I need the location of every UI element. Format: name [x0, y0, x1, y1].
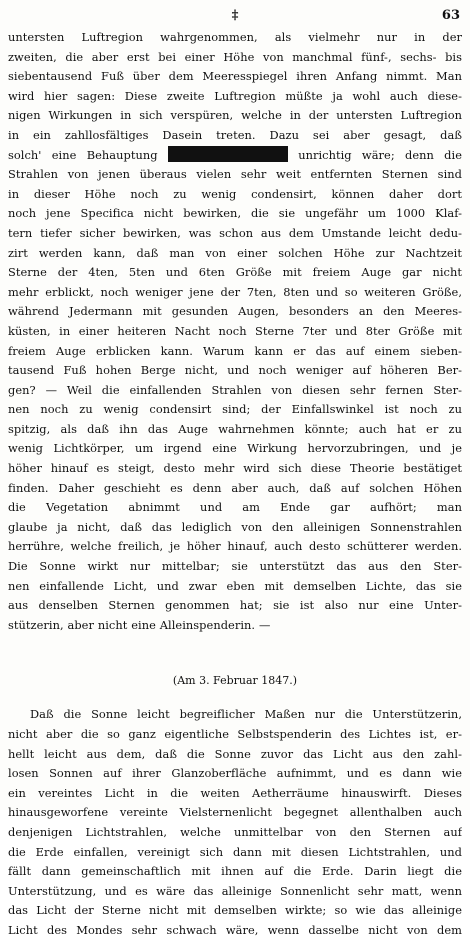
text-line: nigen Wirkungen in sich verspüren, welche in der untersten Luftregion [8, 108, 462, 123]
text-line: Licht des Mondes sehr schwach wäre, wenn dasselbe nicht von dem [8, 922, 462, 937]
text-line: finden. Daher geschieht es denn aber auch, daß auf solchen Höhen [8, 480, 462, 495]
text-line: freiem Auge erblicken kann. Warum kann er das auf einem sieben- [8, 343, 462, 358]
text-line: nen noch zu wenig condensirt sind; der Einfallswinkel ist noch zu [8, 402, 462, 417]
text-line: hinausgeworfene vereinte Vielsternenlicht begegnet allenthalben auch [8, 805, 462, 820]
text-line: noch jene Specifica nicht bewirken, die sie ungefähr um 1000 Klaf- [8, 206, 462, 221]
text-line: untersten Luftregion wahrgenommen, als vielmehr nur in der [8, 30, 462, 44]
header-ornament: ‡ [231, 8, 239, 23]
paragraph-1 [8, 28, 462, 635]
text-line: in dieser Höhe noch zu wenig condensirt, können daher dort [8, 186, 462, 201]
text-line: nicht aber die so ganz eigentliche Selbstspenderin des Lichtes ist, er- [8, 727, 462, 741]
paragraph-2 [8, 705, 462, 940]
redaction-box [168, 146, 288, 162]
text-line: höher hinauf es steigt, desto mehr wird sich diese Theorie bestätiget [8, 461, 462, 476]
text-line: zweiten, die aber erst bei einer Höhe von manchmal fünf-, sechs- bis [8, 49, 462, 64]
text-fragment: unrichtig wäre; denn die [298, 147, 462, 162]
text-line: hellt leicht aus dem, daß die Sonne zuvor das Licht aus den zahl- [8, 746, 462, 761]
page-number: 63 [441, 8, 460, 23]
text-line: siebentausend Fuß über dem Meeresspiegel ihren Anfang nimmt. Man [8, 69, 462, 84]
text-line: herrühre, welche freilich, je höher hinauf, auch desto schütterer werden. [8, 539, 462, 554]
text-line: glaube ja nicht, daß das lediglich von den alleinigen Sonnenstrahlen [8, 519, 462, 534]
text-line: nen einfallende Licht, und zwar eben mit demselben Lichte, das sie [8, 578, 462, 593]
text-line: die Erde einfallen, vereinigt sich dann mit diesen Lichtstrahlen, und [8, 844, 462, 859]
text-line: wenig Lichtkörper, um irgend eine Wirkung hervorzubringen, und je [8, 441, 462, 456]
text-line: stützerin, aber nicht eine Alleinspenderin. — [8, 617, 271, 632]
text-line: aus denselben Sternen genommen hat; sie ist also nur eine Unter- [8, 598, 462, 613]
text-fragment: solch' eine Behauptung [8, 147, 158, 162]
text-line: tausend Fuß hohen Berge nicht, und noch weniger auf höheren Ber- [8, 363, 462, 378]
text-line: Strahlen von jenen überaus vielen sehr weit entfernten Sternen sind [8, 167, 462, 182]
text-line: spitzig, als daß ihn das Auge wahrnehmen könnte; auch hat er zu [8, 421, 462, 436]
text-line: denjenigen Lichtstrahlen, welche unmittelbar von den Sternen auf [8, 824, 462, 839]
text-line: in ein zahllosfältiges Dasein treten. Dazu sei aber gesagt, daß [8, 127, 462, 142]
text-line: während Jedermann mit gesunden Augen, besonders an den Meeres- [8, 304, 462, 319]
text-line: küsten, in einer heiteren Nacht noch Sterne 7ter und 8ter Größe mit [8, 323, 462, 338]
date-heading: (Am 3. Februar 1847.) [172, 674, 298, 688]
text-line: losen Sonnen auf ihrer Glanzoberfläche aufnimmt, und es dann wie [8, 766, 462, 781]
text-line: wird hier sagen: Diese zweite Luftregion müßte ja wohl auch diese- [8, 88, 462, 103]
text-line: die Vegetation abnimmt und am Ende gar aufhört; man [8, 500, 462, 515]
text-line: das Licht der Sterne nicht mit demselben wirkte; so wie das alleinige [8, 903, 462, 918]
text-line: gen? — Weil die einfallenden Strahlen von diesen sehr fernen Ster- [8, 382, 462, 397]
text-line: fällt dann gemeinschaftlich mit ihnen auf die Erde. Darin liegt die [8, 864, 462, 879]
text-line: mehr erblickt, noch weniger jene der 7ten, 8ten und so weiteren Größe, [8, 284, 462, 299]
text-line: Daß die Sonne leicht begreiflicher Maßen nur die Unterstützerin, [30, 707, 462, 722]
text-line: tern tiefer sicher bewirken, was schon aus dem Umstande leicht dedu- [8, 225, 462, 240]
text-line: zirt werden kann, daß man von einer solchen Höhe zur Nachtzeit [8, 245, 462, 260]
text-line: Sterne der 4ten, 5ten und 6ten Größe mit freiem Auge gar nicht [8, 265, 462, 280]
page-header [8, 6, 462, 28]
text-line: Die Sonne wirkt nur mittelbar; sie unterstützt das aus den Ster- [8, 559, 462, 574]
text-line: Unterstützung, und es wäre das alleinige Sonnenlicht sehr matt, wenn [8, 883, 462, 898]
text-line: ein vereintes Licht in die weiten Aetherräume hinauswirft. Dieses [8, 785, 462, 800]
text-line-with-redaction [8, 146, 462, 166]
